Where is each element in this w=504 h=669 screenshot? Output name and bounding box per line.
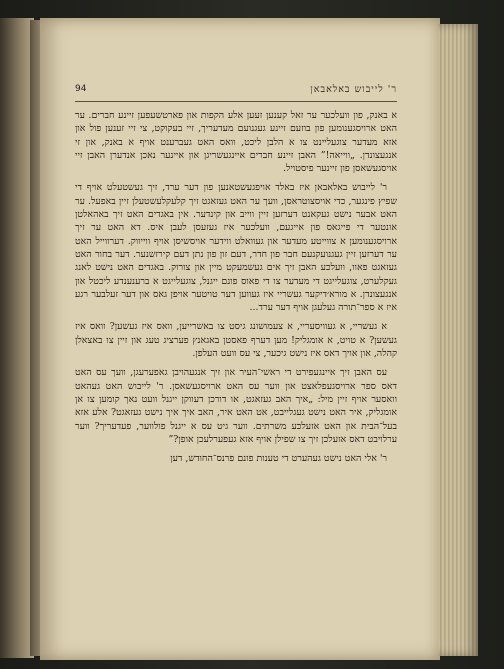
paragraph: ר' לייבוש באלאבאן איז באלד אויפגעשטאנען פון דער ערד, זיך געשטעלט אויף די שפיץ פינגער, כדי אויסצוטראסן, וועך ער האט געזאגט זיך קלעקלעשטעלן זיין באפעל. ער האט אבער נישט געקאנט דערזען זיין ווייב און קינדער. אין באגדים האט זיך באהאלטן אונטער די פייגאס פון אייגעם, וועלכער איז געזעסן לעבן איס. דא האט ער זיך ארויסגענומען א צווייטע מעדער און געוואלט ווידער אויסשיסן אויף ווייווק. דערווייל האט ער דערזען זיין געגנועקנעם חבר פון חדר, דעם זון פון נתן דעם קירזשנער. דער בחור האט געזאגט פאוו, וועלכע האבן זיך אים געשמעקט מיין און צורוק. באגדים האט נישט לאנג געקלערט, צוגעלייגט די מעדער צו די פאוס פונם ייגנל, צוגעלייגט א ברענענדע ליכטל און אנגעצונדן. א מורא׳דיקער געשריי איז געווען דער טויטער אויפן גאס און דער זעלבער רגע איז א ספר־תורה געלעגן אויף דער ערד... <box>75 182 397 314</box>
paragraph: א באנק, פון וועלכער ער זאל קענען זעען אלע הקפות און פארטשעפען זיינע חברים. ער האט ארויסגענומען פון בוזעם זיינע געגנועם מעדעריך, זיי בעקוקט, צי זיי זענען פול און אזא מעדער צוגעליינט צו א הלבן ליכט, וואס האט געברענט אויף א באנק, און זי אנגעצונדן. „ווייאה!” האבן זיינע חברים איינגעשריגן און איינער נאכן אנדערן האבן זיי אויסגעשאסן פון זיינער פיסטויל. <box>75 110 397 175</box>
paragraph: א געשריי, א געוויסעריי, א צעמושונג גיסט צו באשרייען, וואס איז געשען? וואס איז געשען? א טויט, א אומגליק! מען דערף פאסטן באגאנץ פערציג טעג און זיין צו באצאלן קהלה, און אויך דאס איז נישט גיכער, צי עס וועט העלפן. <box>75 321 397 360</box>
paragraph: ר' אלי האט נישט געהערט די טענות פונם פרנס־החודש, דען <box>170 453 387 465</box>
body-text <box>75 109 397 557</box>
running-head: ר' לייבוש באלאבאן <box>310 84 397 95</box>
header-rule <box>75 101 397 102</box>
page-header <box>75 84 397 98</box>
facing-page-edge <box>0 18 34 658</box>
page-number: 94 <box>75 84 87 94</box>
paragraph: עס האבן זיך איינגעפירט די ראשי־העיר און זיך אנגעהויבן גאפערעגן, וועך עס האט דאס ספר ארויסגעפלאצט און ווער עס האט ארויסגעשאסן. ר' לייבוש האט געהאט וואסער אויף זיין מיל: „איך האב געזאגט, או דורכן דעווקן ייגנל וועט נאך קומען צו אן אומגליק, איר האט נישט געגלייבט, אט האט איר, האב איך איך נישט געזאגט? אלע אזא בעל־הבית און האט אזעלכע משרתים. ווער גיט עס א ייגנל פולווער, פעדעריך? ווער ערלויבט דאס אזעלכן זיך צו שפילן אויף אזא געפערלעכן אופן?” <box>75 367 397 445</box>
page-stack-edges <box>438 24 478 656</box>
